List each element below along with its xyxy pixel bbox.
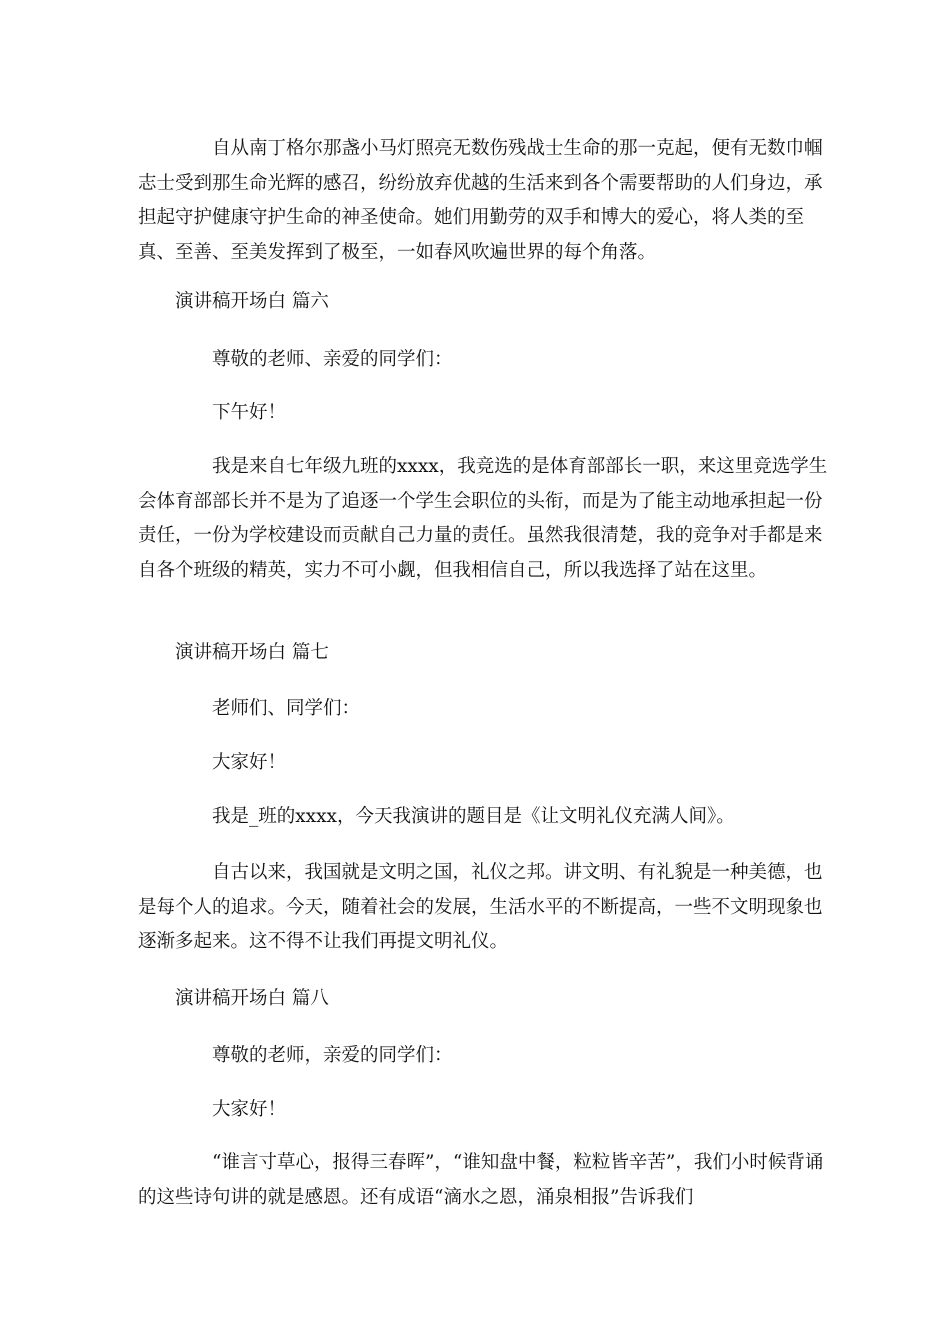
body-paragraph-6: 我是来自七年级九班的xxxx，我竞选的是体育部部长一职，来这里竞选学生会体育部部长并不是为了追逐一个学生会职位的头衔，而是为了能主动地承担起一份责任，一份为学校建设而贡献自己力量的责任。虽然我很清楚，我的竞争对手都是来自各个班级的精英，实力不可小觑，但我相信自己，所以我选择了站在这里。: [138, 456, 828, 581]
section-heading-6: 演讲稿开场白 篇六: [175, 291, 329, 312]
section-heading-7: 演讲稿开场白 篇七: [175, 642, 329, 663]
intro-line-7: 我是_班的xxxx，今天我演讲的题目是《让文明礼仪充满人间》。: [212, 806, 735, 827]
intro-paragraph: 自从南丁格尔那盏小马灯照亮无数伤残战士生命的那一克起，便有无数巾帼志士受到那生命光辉的感召，纷纷放弃优越的生活来到各个需要帮助的人们身边，承担起守护健康守护生命的神圣使命。她们用勤劳的双手和博大的爱心，将人类的至真、至善、至美发挥到了极至，一如春风吹遍世界的每个角落。: [138, 138, 823, 263]
salutation-7: 老师们、同学们：: [212, 698, 361, 719]
greeting-6: 下午好！: [212, 402, 287, 423]
greeting-8: 大家好！: [212, 1099, 287, 1120]
salutation-6: 尊敬的老师、亲爱的同学们：: [212, 349, 453, 370]
section-heading-8: 演讲稿开场白 篇八: [175, 988, 329, 1009]
body-paragraph-8: “谁言寸草心，报得三春晖”，“谁知盘中餐，粒粒皆辛苦”，我们小时候背诵的这些诗句讲的就是感恩。还有成语“滴水之恩，涌泉相报”告诉我们: [138, 1152, 824, 1208]
salutation-8: 尊敬的老师，亲爱的同学们：: [212, 1045, 453, 1066]
body-paragraph-7: 自古以来，我国就是文明之国，礼仪之邦。讲文明、有礼貌是一种美德，也是每个人的追求。今天，随着社会的发展，生活水平的不断提高，一些不文明现象也逐渐多起来。这不得不让我们再提文明礼仪。: [138, 862, 823, 952]
greeting-7: 大家好！: [212, 752, 287, 773]
